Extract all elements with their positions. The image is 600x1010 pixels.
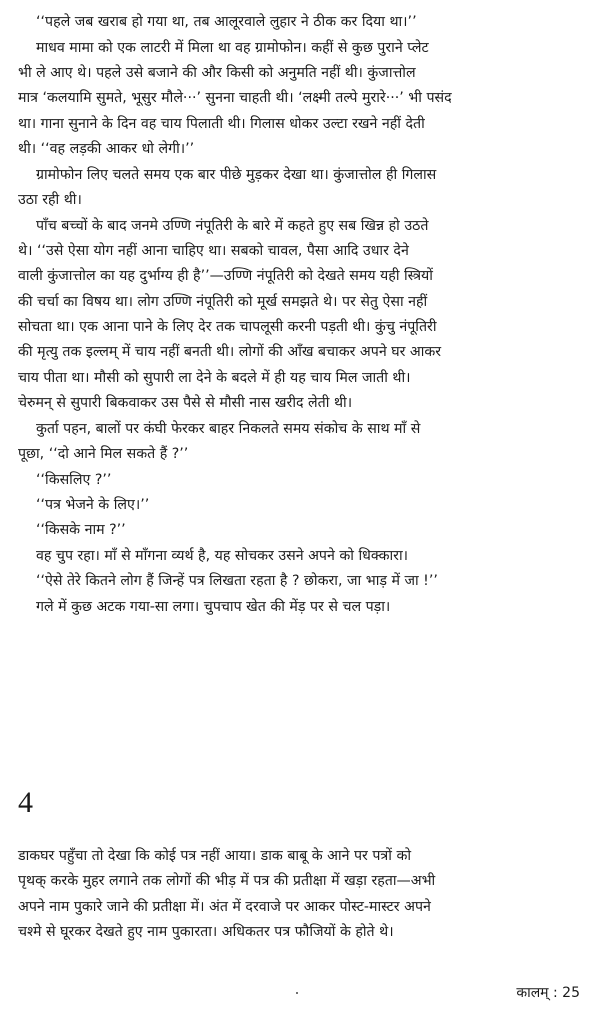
text-line: ग्रामोफोन लिए चलते समय एक बार पीछे मुड़कर देखा था। कुंजात्तोल ही गिलास [36,167,437,183]
text-line: ‘‘ऐसे तेरे कितने लोग हैं जिन्हें पत्र लिखता रहता है ? छोकरा, जा भाड़ में जा !’’ [36,573,438,589]
text-line: थी। ‘‘वह लड़की आकर धो लेगी।’’ [18,141,195,157]
text-line: वाली कुंजात्तोल का यह दुर्भाग्य ही है’’—उण्णि नंपूतिरी को देखते समय यही स्त्रियों [18,268,433,284]
text-line: ‘‘किसके नाम ?’’ [36,522,126,538]
page-mark [296,992,298,994]
text-line: पाँच बच्चों के बाद जनमे उण्णि नंपूतिरी के बारे में कहते हुए सब खिन्न हो उठते [36,218,429,234]
text-line: ‘‘किसलिए ?’’ [36,472,112,488]
page-footer: कालम् : 25 [516,985,580,1001]
text-line: था। गाना सुनाने के दिन वह चाय पिलाती थी। गिलास धोकर उल्टा रखने नहीं देती [18,116,425,132]
text-line: मात्र ‘कलयामि सुमते, भूसुर मौले···’ सुनना चाहती थी। ‘लक्ष्मी तल्पे मुरारे···’ भी पसंद [18,90,452,106]
text-line: सोचता था। एक आना पाने के लिए देर तक चापलूसी करनी पड़ती थी। कुंचु नंपूतिरी [18,319,437,335]
text-line: ‘‘पहले जब खराब हो गया था, तब आलूरवाले लुहार ने ठीक कर दिया था।’’ [36,14,417,30]
text-line: डाकघर पहुँचा तो देखा कि कोई पत्र नहीं आया। डाक बाबू के आने पर पत्रों को [18,848,412,864]
text-line: चश्मे से घूरकर देखते हुए नाम पुकारता। अधिकतर पत्र फौजियों के होते थे। [18,924,394,940]
text-line: गले में कुछ अटक गया-सा लगा। चुपचाप खेत की मेंड़ पर से चल पड़ा। [36,599,391,615]
text-line: वह चुप रहा। माँ से माँगना व्यर्थ है, यह सोचकर उसने अपने को धिक्कारा। [36,548,409,564]
text-line: पूछा, ‘‘दो आने मिल सकते हैं ?’’ [18,446,189,462]
text-line: चेरुमन् से सुपारी बिकवाकर उस पैसे से मौसी नास खरीद लेती थी। [18,395,353,411]
text-line: चाय पीता था। मौसी को सुपारी ला देने के बदले में ही यह चाय मिल जाती थी। [18,370,411,386]
text-line: कुर्ता पहन, बालों पर कंघी फेरकर बाहर निकलते समय संकोच के साथ माँ से [36,421,421,437]
text-line: ‘‘पत्र भेजने के लिए।’’ [36,497,150,513]
text-line: की चर्चा का विषय था। लोग उण्णि नंपूतिरी को मूर्ख समझते थे। पर सेतु ऐसा नहीं [18,294,428,310]
text-line: उठा रही थी। [18,192,82,208]
text-line: भी ले आए थे। पहले उसे बजाने की और किसी को अनुमति नहीं थी। कुंजात्तोल [18,65,416,81]
text-line: थे। ‘‘उसे ऐसा योग नहीं आना चाहिए था। सबको चावल, पैसा आदि उधार देने [18,243,409,259]
text-line: माधव मामा को एक लाटरी में मिला था वह ग्रामोफोन। कहीं से कुछ पुराने प्लेट [36,40,429,56]
text-line: पृथक् करके मुहर लगाने तक लोगों की भीड़ में पत्र की प्रतीक्षा में खड़ा रहता—अभी [18,873,436,889]
text-line: की मृत्यु तक इल्लम् में चाय नहीं बनती थी। लोगों की आँख बचाकर अपने घर आकर [18,344,442,360]
text-line: अपने नाम पुकारे जाने की प्रतीक्षा में। अंत में दरवाजे पर आकर पोस्ट-मास्टर अपने [18,899,431,915]
chapter-number: 4 [18,786,33,819]
